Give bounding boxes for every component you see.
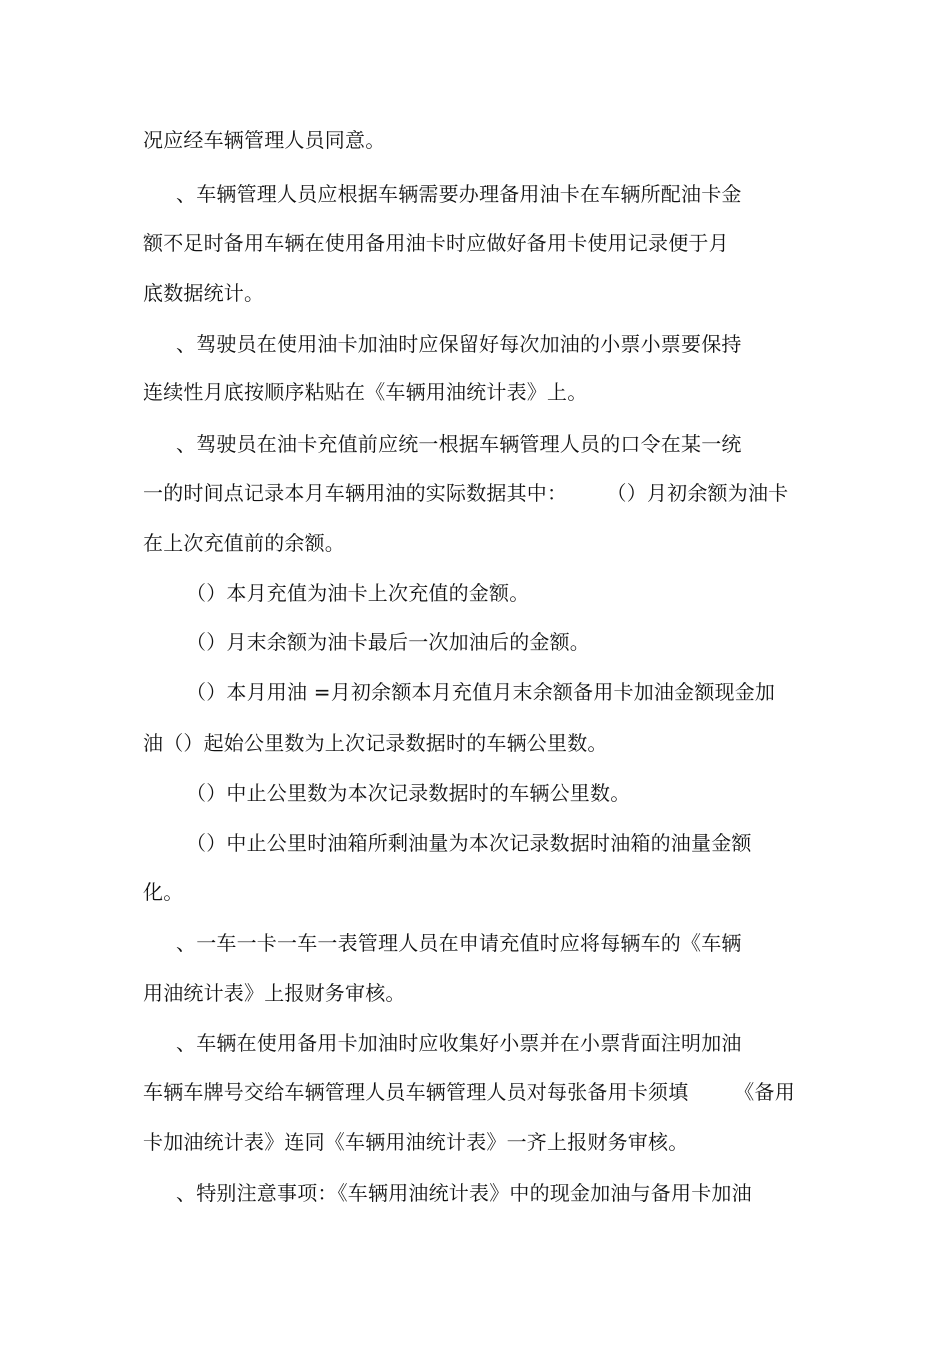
text-line: 车辆车牌号交给车辆管理人员车辆管理人员对每张备用卡须填 《备用	[143, 1080, 795, 1104]
text-line: 在上次充值前的余额。	[143, 531, 345, 555]
text-line: （）中止公里时油箱所剩油量为本次记录数据时油箱的油量金额	[186, 831, 752, 855]
text-line: 况应经车辆管理人员同意。	[143, 128, 386, 152]
text-line: 、车辆管理人员应根据车辆需要办理备用油卡在车辆所配油卡金	[176, 182, 742, 206]
text-line: 额不足时备用车辆在使用备用油卡时应做好备用卡使用记录便于月	[143, 231, 729, 255]
text-line: 化。	[143, 880, 184, 904]
text-line: 卡加油统计表》连同《车辆用油统计表》一齐上报财务审核。	[143, 1130, 689, 1154]
text-line: 一的时间点记录本月车辆用油的实际数据其中： （）月初余额为油卡	[143, 481, 789, 505]
text-line: （）中止公里数为本次记录数据时的车辆公里数。	[186, 781, 631, 805]
text-line: 油（）起始公里数为上次记录数据时的车辆公里数。	[143, 731, 608, 755]
text-line: 、车辆在使用备用卡加油时应收集好小票并在小票背面注明加油	[176, 1031, 742, 1055]
text-line: 用油统计表》上报财务审核。	[143, 981, 406, 1005]
text-line: （）月末余额为油卡最后一次加油后的金额。	[186, 630, 590, 654]
text-line: （）本月充值为油卡上次充值的金额。	[186, 581, 530, 605]
text-line: 连续性月底按顺序粘贴在《车辆用油统计表》上。	[143, 380, 588, 404]
text-line: 、一车一卡一车一表管理人员在申请充值时应将每辆车的《车辆	[176, 931, 742, 955]
text-line: 、驾驶员在油卡充值前应统一根据车辆管理人员的口令在某一统	[176, 432, 742, 456]
text-line: （）本月用油 =月初余额本月充值月末余额备用卡加油金额现金加	[186, 680, 776, 704]
text-line: 、特别注意事项：《车辆用油统计表》中的现金加油与备用卡加油	[176, 1181, 752, 1205]
text-line: 、驾驶员在使用油卡加油时应保留好每次加油的小票小票要保持	[176, 332, 742, 356]
text-line: 底数据统计。	[143, 281, 265, 305]
